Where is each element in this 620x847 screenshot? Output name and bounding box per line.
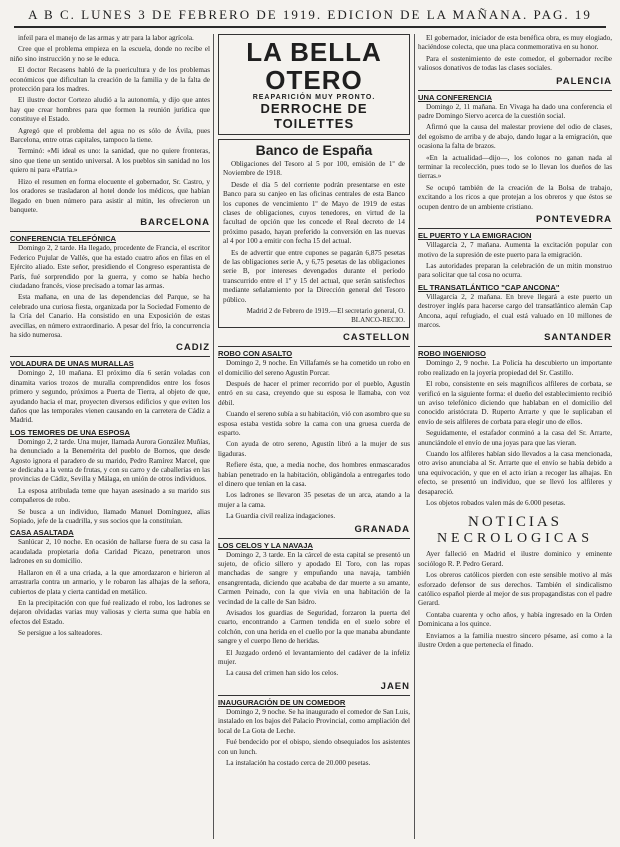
article-text: Afirmó que la causa del malestar proviene del odio de clases, del egoísmo de arriba y de abajo, dando lugar a la emigración, que ocasiona la falta de brazos. (418, 123, 612, 151)
section-heading: INAUGURACIÓN DE UN COMEDOR (218, 697, 346, 707)
article-text: Domingo 2, 10 mañana. El próximo día 6 serán voladas con dinamita varios trozos de muralla comprendidos entre los fosos primero y segundo, próximos a Puerta de Tierra, al objeto de que, ayudando hacia el mar, proyecten diversos edificios y que eviten los daños que las temporales vienen causando en la carretera de Cádiz a Madrid. (10, 369, 210, 425)
city-heading: CASTELLON (342, 332, 410, 344)
article-text: El doctor Recasens habló de la puericultura y de los problemas económicos que dificultan la creación de la familia y de la falta de protección para los madres. (10, 66, 210, 94)
ad-title: LA BELLA OTERO (246, 37, 382, 95)
article-text: infeil para el manejo de las armas y atr para la labor agrícola. (18, 34, 194, 42)
article-text: Esta mañana, en una de las dependencias del Parque, se ha celebrado una curiosa fiesta, organizada por la Sociedad Fomento de la Cría del Canario. Ha consistido en una Exposición de estas avecillas, en número extraordinario. A pesar del frío, la concurrencia ha sido numerosa. (10, 293, 210, 339)
divider (10, 231, 210, 232)
divider (418, 90, 612, 91)
city-heading: GRANADA (354, 523, 410, 535)
article-text: Para el sostenimiento de este comedor, el gobernador recibe valiosos donativos de todas las clases sociales. (418, 54, 612, 73)
article-text: Refiere ésta, que, a media noche, dos hombres enmascarados habían penetrado en la habitación, obligándola a entregarles todo el dinero que tenían en la casa. (218, 461, 410, 488)
article-text: Con ayuda de otro sereno, Agustín libró a la mujer de sus ligaduras. (218, 440, 410, 458)
city-heading: SANTANDER (544, 332, 612, 344)
article-text: Se persigue a los salteadores. (18, 629, 103, 638)
section-heading: CONFERENCIA TELEFÓNICA (10, 234, 117, 244)
article-text: Agregó que el problema del agua no es sólo de Ávila, pues Barcelona, entre otras capitales, tampoco la tiene. (10, 126, 210, 145)
bank-text: Desde el día 5 del corriente podrán presentarse en este Banco para su canjeo en las oficinas centrales de esta Banco los cupones de vencimiento 1º de Mayo de 1919 de estas clases de obligaciones, cuyos tenedores, en virtud de la facultad de opción que les concede el Real decreto de 14 próximo pasado, hayan preferido la conversión en las nuevas al 4 por 100 a emitir con fecha 15 del actual. (223, 180, 405, 246)
divider (218, 346, 410, 347)
article-text: Cuando el sereno subía a su habitación, vió con asombro que su esposa estaba vestida sobre la cama con una gruesa cuerda de esparto. (218, 410, 410, 437)
article-text: El ilustre doctor Cortezo aludió a la autonomía, y dijo que antes hay que crear hombres para que formen la reunión jurídica que constituye el Estado. (10, 96, 210, 124)
ad-tagline: DERROCHE DE TOILETTES (260, 101, 368, 131)
article-text: La esposa atribulada teme que hayan asesinado a su marido sus compañeros de robo. (10, 486, 210, 505)
bank-text: Obligaciones del Tesoro al 5 por 100, emisión de 1º de Noviembre de 1918. (223, 160, 405, 178)
obituary-heading (418, 514, 612, 547)
column-rule (414, 34, 415, 839)
article-text: Enviamos a la familia nuestro sincero pésame, así como a la ilustre Orden a que pertenecía el finado. (418, 631, 612, 650)
article-text: En la precipitación con que fué realizado el robo, los ladrones se dejaron olvidadas varias muy valiosas y cierta suma que había en efectos del Estado. (10, 598, 210, 626)
column-rule (213, 34, 214, 839)
divider (218, 695, 410, 696)
article-text: Domingo 2, 3 tarde. En la cárcel de esta capital se presentó un sujeto, de oficio sillero y apodado El Toro, con las ropas manchadas de sangre y empuñando una navaja, también ensangrentada, diciendo que acababa de dar muerte a su amante, Carmen Peinado, con la que vivía en una habitación de la vecindad de la calle de San Isidro. (218, 550, 410, 606)
section-heading: CASA ASALTADA (10, 528, 74, 538)
obituary-heading-line2: NECROLOGICAS (436, 531, 594, 547)
city-heading: BARCELONA (140, 217, 210, 229)
article-text: El robo, consistente en seis magníficos alfileres de corbata, se verificó en la siguiente forma: el dueño del establecimiento recibió un aviso telefónico diciendo que hablaban en el domicilio del conocido aristócrata D. Ruperto Arrarte y que le suplicaban el envío de seis alfileres de corbata para elegir uno de ellos. (418, 380, 612, 426)
article-text: Fué bendecido por el obispo, siendo obsequiados los asistentes con un lunch. (218, 738, 410, 756)
city-heading: PALENCIA (556, 75, 612, 87)
section-heading: ROBO INGENIOSO (418, 349, 486, 359)
article-text: Los ladrones se llevaron 35 pesetas de un arca, atando a la mujer a la cama. (218, 491, 410, 509)
article-text: La instalación ha costado cerca de 20.000 pesetas. (226, 758, 371, 767)
article-text: Terminó: «Mi ideal es uno: la sanidad, que no quiere fronteras, sino que tiene un sentido universal. A los pueblos sin sanidad no los quiero ni para «Patria.» (10, 147, 210, 175)
article-text: El Juzgado ordenó el levantamiento del cadáver de la infeliz mujer. (218, 648, 410, 667)
article-text: Cuando los alfileres habían sido llevados a la casa mencionada, otro aviso anunciaba al Sr. Arrarte que el envío se había debido a una equivocación, y que en el acto irían a recoger las alhajas. En efecto, se presentó un individuo, que se llevó los alfileres y desapareció. (418, 450, 612, 496)
article-text: Seguidamente, el estafador conminó a la casa del Sr. Arrarte, anunciándole el envío de una joyas para que las vieran. (418, 429, 612, 447)
bank-notice (218, 139, 410, 328)
city-heading: PONTEVEDRA (536, 214, 612, 226)
obituary-heading-line1: NOTICIAS (468, 514, 562, 531)
section-heading: VOLADURA DE UNAS MURALLAS (10, 359, 134, 369)
article-text: Contaba cuarenta y ocho años, y había ingresado en la Orden Dominicana a los quince. (418, 610, 612, 629)
article-text: Villagarcía 2, 2 mañana. En breve llegará a este puerto un destroyer inglés para hacerse cargo del transatlántico alemán Cap Ancona, aquí refugiado, el cual está valuado en 10 millones de marcos. (418, 292, 612, 329)
column-middle (218, 34, 410, 839)
section-heading: EL PUERTO Y LA EMIGRACION (418, 231, 532, 241)
article-text: Avisados los guardias de Seguridad, forzaron la puerta del cuarto, encontrando a Carmen tendida en el suelo sobre el colchón, con una herida en el cuello por la que manaba abundante sangre y el cuerpo lleno de heridas. (218, 609, 410, 646)
divider (218, 538, 410, 539)
column-left (10, 34, 210, 839)
city-heading: CADIZ (175, 342, 210, 354)
article-text: Hizo el resumen en forma elocuente el gobernador, Sr. Castro, y los oradores se trasladaron al hotel donde los médicos, que habían llegado en buen número para asistir al mitin, les ofrecieron un banquete. (10, 177, 210, 214)
bank-text: Es de advertir que entre cupones se pagarán 6,875 pesetas de las obligaciones serie A, y 6,75 pesetas de las obligaciones serie B, por intereses devengados durante el período transcurrido entre el 1º y 15 del actual, que serán satisfechos mediante señalamiento por la Dirección general del Tesoro público. (223, 248, 405, 304)
article-text: El gobernador, iniciador de esta benéfica obra, es muy elogiado, haciéndose colecta, que una placa conmemorativa en su honor. (418, 34, 612, 52)
section-heading: LOS TEMORES DE UNA ESPOSA (10, 427, 130, 437)
article-text: Los objetos robados valen más de 6.000 pesetas. (426, 499, 566, 508)
section-heading: UNA CONFERENCIA (418, 92, 492, 102)
divider (418, 346, 612, 347)
article-text: Domingo 2, 9 noche. En Villafamés se ha cometido un robo en el domicilio del sereno Agustín Porcar. (218, 359, 410, 377)
divider (10, 356, 210, 357)
article-text: Villagarcía 2, 7 mañana. Aumenta la excitación popular con motivo de la supresión de este puerto para la emigración. (418, 241, 612, 259)
article-text: Hallaron en él a una criada, a la que amordazaron e hirieron al arrastrarla contra un armario, y le robaron las alhajas de la señora, cubiertos de plata y cierta cantidad en metálico. (10, 568, 210, 596)
divider (418, 228, 612, 229)
article-text: Cree que el problema empieza en la escuela, donde no recibe el niño sino instrucción y no se le educa. (10, 45, 210, 63)
article-text: Domingo 2, 2 tarde. Ha llegado, procedente de Francia, el escritor Federico Pujular de Vallés, que ha estado cuatro años en filas en el Ejército aliado. Este señor, presidiendo el Congreso esperantista de París, fué sorprendido por la guerra, y como se había hecho ciudadano francés, viose precisado a tomar las armas. (10, 244, 210, 290)
section-heading: LOS CELOS Y LA NAVAJA (218, 540, 313, 550)
bank-title: Banco de España (255, 142, 373, 158)
section-heading: EL TRANSATLÁNTICO "CAP ANCONA" (418, 282, 560, 292)
article-text: Se busca a un individuo, llamado Manuel Domínguez, alias Sopiado, jefe de la cuadrilla, y sus socios que la constituían. (10, 507, 210, 526)
article-text: La Guardia civil realiza indagaciones. (226, 512, 336, 521)
article-text: Domingo 2, 11 mañana. En Vivaga ha dado una conferencia el padre Domingo Siervo acerca de la cuestión social. (418, 102, 612, 121)
article-text: Domingo 2, 9 noche. La Policía ha descubierto un importante robo realizado en la joyería propiedad del Sr. Castillo. (418, 359, 612, 377)
city-heading: JAEN (380, 680, 410, 692)
article-text: Después de hacer el primer recorrido por el pueblo, Agustín entró en su casa, creyendo que su esposa le llamaba, con voz débil. (218, 379, 410, 407)
article-text: Ayer falleció en Madrid el ilustre dominico y eminente sociólogo R. P. Pedro Gerard. (418, 550, 612, 568)
bank-signature: Madrid 2 de Febrero de 1919.—El secretario general, O. BLANCO-RECIO. (246, 307, 405, 325)
article-text: Domingo 2, 2 tarde. Una mujer, llamada Aurora González Muñías, ha denunciado a la Benemérita del pueblo de Bornos, que desde Agosto ignora el paradero de su marido, Pedro Ramírez Marcel, que se dedicaba a la venta de frutas, y con su carro y de caballerías en las provincias de Cádiz, Sevilla y Málaga, en unión de otros individuos. (10, 437, 210, 484)
advertisement-bella-otero (218, 34, 410, 135)
article-text: Domingo 2, 9 noche. Se ha inaugurado el comedor de San Luis, instalado en los bajos del Palacio Provincial, como ampliación del local de La Gota de Leche. (218, 707, 410, 735)
article-text: Se ocupó también de la creación de la Bolsa de trabajo, excitando a los ricos a que protejan a los obreros y que éstos se ocupen dentro de un ambiente cristiano. (418, 183, 612, 211)
article-text: «En la actualidad—dijo—, los colonos no ganan nada al terminar la recolección, pues todo se lo llevan los dueños de las tierras.» (418, 153, 612, 181)
article-text: Sanlúcar 2, 10 noche. En ocasión de hallarse fuera de su casa la acaudalada propietaria doña Caridad Picazo, penetraron unos ladrones en su domicilio. (10, 538, 210, 566)
section-heading: ROBO CON ASALTO (218, 349, 293, 359)
article-text: Las autoridades preparan la celebración de un mitin monstruo para solicitar que tal cosa no ocurra. (418, 261, 612, 280)
article-text: La causa del crimen han sido los celos. (226, 669, 339, 678)
article-text: Los obreros católicos pierden con este sensible motivo al más esforzado defensor de sus derechos. También el sindicalismo católico español pierde al mejor de sus propagandistas con el padre Gerard. (418, 571, 612, 608)
column-right (418, 34, 612, 839)
ad-subtitle: REAPARICIÓN MUY PRONTO. (252, 94, 376, 101)
masthead: A B C. LUNES 3 DE FEBRERO DE 1919. EDICION DE LA MAÑANA. PAG. 19 (14, 4, 606, 28)
